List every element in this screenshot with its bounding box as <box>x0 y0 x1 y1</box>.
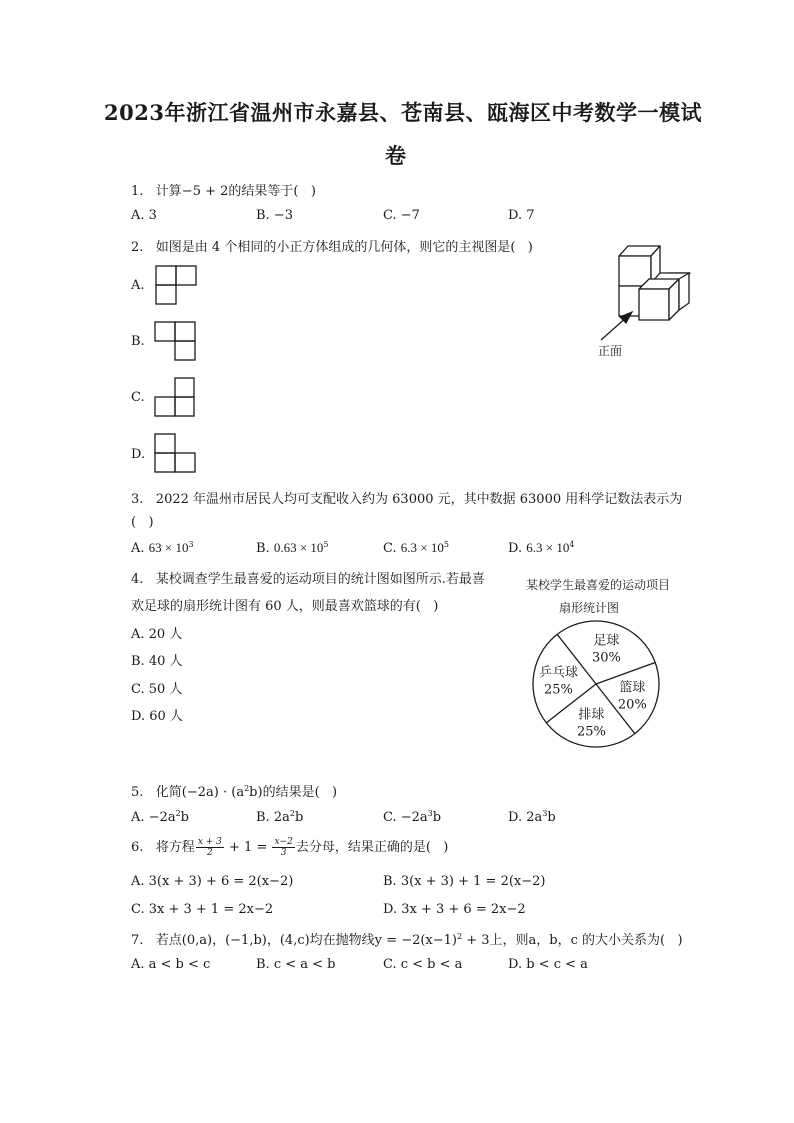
q6-option-c: C. 3x + 3 + 1 = 2x−2 <box>131 902 274 917</box>
pie-value-3: 25% <box>576 724 606 740</box>
pie-label-4: 乒乓球 <box>538 665 578 681</box>
q5-option-c: C. $-2a^3b$ <box>383 809 442 825</box>
q2-option-b-letter: B. <box>131 334 145 349</box>
question-4-stem-line2: 欢足球的扇形统计图有 60 人，则最喜欢篮球的有( ) <box>131 599 439 614</box>
pie-label-1: 足球 <box>593 633 620 649</box>
q5-option-a: A. $-2a^2b$ <box>131 809 189 825</box>
q6-option-b: B. 3(x + 3) + 1 = 2(x−2) <box>383 874 546 889</box>
pie-value-2: 20% <box>617 697 647 713</box>
q2-option-c-letter: C. <box>131 390 145 405</box>
q6-option-a: A. 3(x + 3) + 6 = 2(x−2) <box>131 874 294 889</box>
pie-label-2: 篮球 <box>619 680 646 696</box>
fraction-1: $\frac{x + 3}{2}$ <box>197 837 222 858</box>
q6-option-d: D. 3x + 3 + 6 = 2x−2 <box>383 902 526 917</box>
page-title-line2: 卷 <box>385 143 407 168</box>
q2-option-d-letter: D. <box>131 447 146 462</box>
q1-option-b: B. −3 <box>256 208 293 223</box>
pie-value-4: 25% <box>544 682 573 698</box>
q2-option-a-letter: A. <box>131 278 145 293</box>
q3-option-a: A. $63 \times 10^3$ <box>131 540 194 556</box>
question-6-stem: 6. 将方程 $\frac{x + 3}{2}$ + 1 = $\frac{x-2}{3}$ 去分母，结果正确的是( ) <box>131 837 449 858</box>
question-1-stem: 1. 计算−5 + 2的结果等于( ) <box>131 184 316 199</box>
pie-value-1: 30% <box>591 650 621 666</box>
q1-option-c: C. −7 <box>383 208 420 223</box>
q3-option-d: D. $6.3 \times 10^4$ <box>508 540 575 556</box>
fraction-2: $\frac{x-2}{3}$ <box>274 837 293 858</box>
q4-option-b: B. 40 人 <box>131 654 183 669</box>
q7-option-c: C. c < b < a <box>383 957 463 972</box>
q4-option-d: D. 60 人 <box>131 709 183 724</box>
q3-option-b: B. $0.63 \times 10^5$ <box>256 540 329 556</box>
question-7-stem: 7. 若点(0,a)，(−1,b)，(4,c)均在抛物线$y = -2(x-1)^2 + 3$上，则a，b，c 的大小关系为( ) <box>131 932 683 948</box>
chart-title: 某校学生最喜爱的运动项目 <box>526 578 671 592</box>
question-2-stem: 2. 如图是由 4 个相同的小正方体组成的几何体，则它的主视图是( ) <box>131 240 533 255</box>
chart-subtitle: 扇形统计图 <box>559 601 620 615</box>
q1-option-a: A. 3 <box>131 208 157 223</box>
q5-option-d: D. $2a^3b$ <box>508 809 556 825</box>
q5-option-b: B. $2a^2b$ <box>256 809 304 825</box>
q7-option-a: A. a < b < c <box>131 957 211 972</box>
q4-option-a: A. 20 人 <box>131 627 183 642</box>
page-title-line1: 2023年浙江省温州市永嘉县、苍南县、瓯海区中考数学一模试 <box>104 100 702 125</box>
front-view-label: 正面 <box>598 344 623 358</box>
question-4-stem-line1: 4. 某校调查学生最喜爱的运动项目的统计图如图所示.若最喜 <box>131 572 485 587</box>
q1-option-d: D. 7 <box>508 208 535 223</box>
q7-option-d: D. b < c < a <box>508 957 588 972</box>
question-3-stem-line1: 3. 2022 年温州市居民人均可支配收入约为 63000 元，其中数据 63000 用科学记数法表示为 <box>131 492 683 507</box>
q7-option-b: B. c < a < b <box>256 957 336 972</box>
question-5-stem: 5. 化简$(-2a) \cdot (a^2b)$的结果是( ) <box>131 784 338 800</box>
q4-option-c: C. 50 人 <box>131 682 183 697</box>
question-3-stem-line2: ( ) <box>131 515 154 530</box>
pie-label-3: 排球 <box>578 707 605 723</box>
q3-option-c: C. $6.3 \times 10^5$ <box>383 540 449 556</box>
